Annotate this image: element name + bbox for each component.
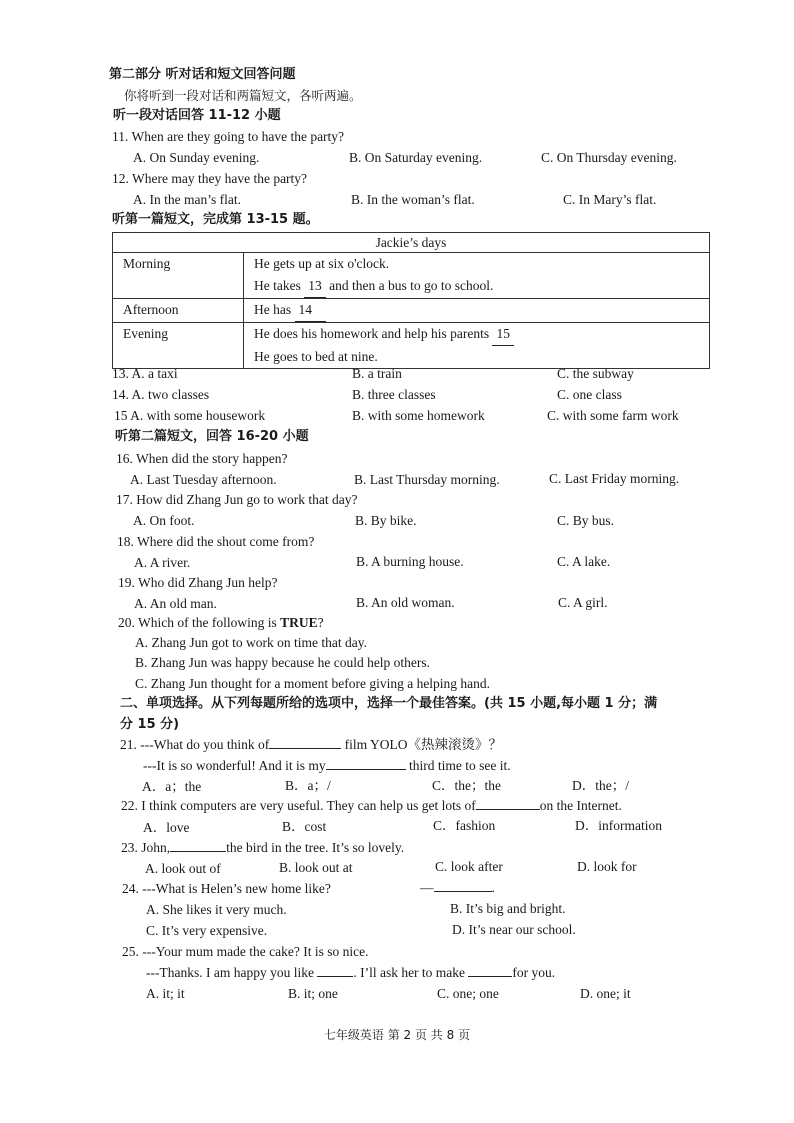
morning-line2-pre: He takes xyxy=(254,278,301,293)
morning-line2-post: and then a bus to go to school. xyxy=(329,278,494,293)
q23-blank[interactable] xyxy=(170,839,226,852)
q22-stem xyxy=(121,797,622,815)
q24-option-c[interactable]: C. It’s very expensive. xyxy=(146,923,268,938)
q18-option-a[interactable]: A. A river. xyxy=(134,555,191,570)
passage2-heading: 听第二篇短文，回答 16-20 小题 xyxy=(115,429,309,444)
q21-option-c[interactable]: C．the；the xyxy=(432,778,501,793)
q25-blank-2[interactable] xyxy=(468,964,512,977)
q18-option-b[interactable]: B. A burning house. xyxy=(356,554,464,569)
q19-option-c[interactable]: C. A girl. xyxy=(558,595,608,610)
q25-blank-1[interactable] xyxy=(317,964,353,977)
blank-13[interactable]: 13 xyxy=(304,275,326,298)
q16-option-c[interactable]: C. Last Friday morning. xyxy=(549,471,680,486)
q21-line2 xyxy=(143,757,511,775)
q23-option-b[interactable]: B. look out at xyxy=(279,860,353,875)
table-title: Jackie’s days xyxy=(113,233,710,253)
q14-option-a[interactable]: 14. A. two classes xyxy=(112,387,210,402)
q13-option-b[interactable]: B. a train xyxy=(352,366,402,381)
row-desc-morning xyxy=(244,253,710,299)
q22-option-d[interactable]: D．information xyxy=(575,818,662,833)
q24-option-a[interactable]: A. She likes it very much. xyxy=(146,902,287,917)
q20-option-a[interactable]: A. Zhang Jun got to work on time that day. xyxy=(135,635,367,650)
q24-answer-line: — . xyxy=(420,880,495,895)
q23-option-d[interactable]: D. look for xyxy=(577,859,637,874)
passage1-heading: 听第一篇短文，完成第 13-15 题。 xyxy=(112,212,319,227)
morning-line1: He gets up at six o'clock. xyxy=(254,256,390,271)
q20-stem xyxy=(118,614,324,632)
q21-stem xyxy=(120,736,502,754)
q24-option-b[interactable]: B. It’s big and bright. xyxy=(450,901,566,916)
table-row xyxy=(113,299,710,323)
blank-15[interactable]: 15 xyxy=(492,323,514,346)
blank-14[interactable]: 14 xyxy=(295,299,327,322)
q19-option-a[interactable]: A. An old man. xyxy=(134,596,217,611)
q24-option-d[interactable]: D. It’s near our school. xyxy=(452,922,576,937)
q17-option-a[interactable]: A. On foot. xyxy=(133,513,195,528)
part2-instruction: 你将听到一段对话和两篇短文，各听两遍。 xyxy=(124,88,362,103)
q16-option-b[interactable]: B. Last Thursday morning. xyxy=(354,472,500,487)
q17-option-b[interactable]: B. By bike. xyxy=(355,513,417,528)
q22-option-c[interactable]: C．fashion xyxy=(433,818,496,833)
q23-option-a[interactable]: A. look out of xyxy=(145,861,221,876)
q20-stem-post: ? xyxy=(317,615,324,630)
q22-blank[interactable] xyxy=(476,797,540,810)
q21-option-a[interactable]: A．a；the xyxy=(142,779,202,794)
q20-option-c[interactable]: C. Zhang Jun thought for a moment before giving a helping hand. xyxy=(135,676,491,691)
q21-option-d[interactable]: D．the；/ xyxy=(572,778,629,793)
q24-dash: — xyxy=(420,880,434,895)
q18-option-c[interactable]: C. A lake. xyxy=(557,554,611,569)
morning-line2 xyxy=(254,275,699,298)
q15-option-c[interactable]: C. with some farm work xyxy=(547,408,679,423)
part2-heading: 第二部分 听对话和短文回答问题 xyxy=(109,67,296,82)
q18-stem: 18. Where did the shout come from? xyxy=(117,534,315,549)
q25-line2-post: for you. xyxy=(512,965,556,980)
table-row xyxy=(113,253,710,299)
row-label-evening: Evening xyxy=(113,323,244,369)
q11-option-a[interactable]: A. On Sunday evening. xyxy=(133,150,260,165)
section2-heading-line2: 分 15 分) xyxy=(120,717,180,732)
q16-option-a[interactable]: A. Last Tuesday afternoon. xyxy=(130,472,277,487)
q25-line2-mid: . I’ll ask her to make xyxy=(353,965,466,980)
q21-line2-pre: ---It is so wonderful! And it is my xyxy=(143,758,326,773)
q25-option-d[interactable]: D. one; it xyxy=(580,986,631,1001)
page-footer: 七年级英语 第 2 页 共 8 页 xyxy=(323,1028,471,1042)
q11-stem: 11. When are they going to have the party? xyxy=(112,129,345,144)
evening-line1-pre: He does his homework and help his parents xyxy=(254,326,490,341)
q11-option-c[interactable]: C. On Thursday evening. xyxy=(541,150,677,165)
q12-option-a[interactable]: A. In the man’s flat. xyxy=(133,192,241,207)
q12-option-c[interactable]: C. In Mary’s flat. xyxy=(563,192,657,207)
q25-stem: 25. ---Your mum made the cake? It is so nice. xyxy=(122,944,369,959)
q21-blank-1[interactable] xyxy=(269,736,341,749)
jackies-days-table xyxy=(112,232,710,369)
q22-stem-pre: 22. I think computers are very useful. They can help us get lots of xyxy=(121,798,476,813)
q14-option-c[interactable]: C. one class xyxy=(557,387,622,402)
q17-stem: 17. How did Zhang Jun go to work that day? xyxy=(116,492,358,507)
q24-blank[interactable] xyxy=(434,879,492,892)
q21-stem-pre: 21. ---What do you think of xyxy=(120,737,270,752)
q22-option-a[interactable]: A．love xyxy=(143,820,190,835)
table-row xyxy=(113,323,710,369)
afternoon-line1-pre: He has xyxy=(254,302,292,317)
q24-stem: 24. ---What is Helen’s new home like? xyxy=(122,881,331,896)
q25-option-b[interactable]: B. it; one xyxy=(288,986,338,1001)
q15-option-a[interactable]: 15 A. with some housework xyxy=(114,408,266,423)
q16-stem: 16. When did the story happen? xyxy=(116,451,288,466)
q23-stem xyxy=(121,839,404,857)
row-label-morning: Morning xyxy=(113,253,244,299)
q23-stem-pre: 23. John, xyxy=(121,840,171,855)
q23-option-c[interactable]: C. look after xyxy=(435,859,503,874)
q13-option-c[interactable]: C. the subway xyxy=(557,366,634,381)
q23-stem-post: the bird in the tree. It’s so lovely. xyxy=(226,840,405,855)
row-desc-afternoon xyxy=(244,299,710,323)
q20-stem-pre: 20. Which of the following is xyxy=(118,615,277,630)
q21-blank-2[interactable] xyxy=(326,757,406,770)
q22-stem-post: on the Internet. xyxy=(539,798,622,813)
row-desc-evening xyxy=(244,323,710,369)
q21-option-b[interactable]: B．a；/ xyxy=(285,778,331,793)
q14-option-b[interactable]: B. three classes xyxy=(352,387,436,402)
dialog-heading: 听一段对话回答 11-12 小题 xyxy=(113,108,281,123)
q22-option-b[interactable]: B．cost xyxy=(282,819,327,834)
evening-line1 xyxy=(254,323,699,346)
q20-option-b[interactable]: B. Zhang Jun was happy because he could help others. xyxy=(135,655,431,670)
q11-option-b[interactable]: B. On Saturday evening. xyxy=(349,150,483,165)
q21-stem-post: film YOLO《热辣滚烫》？ xyxy=(344,737,502,752)
q19-stem: 19. Who did Zhang Jun help? xyxy=(118,575,278,590)
q25-line2-pre: ---Thanks. I am happy you like xyxy=(146,965,314,980)
q21-line2-post: third time to see it. xyxy=(408,758,511,773)
q12-option-b[interactable]: B. In the woman’s flat. xyxy=(351,192,475,207)
q25-option-c[interactable]: C. one; one xyxy=(437,986,499,1001)
q13-option-a[interactable]: 13. A. a taxi xyxy=(112,366,178,381)
q17-option-c[interactable]: C. By bus. xyxy=(557,513,615,528)
row-label-afternoon: Afternoon xyxy=(113,299,244,323)
q15-option-b[interactable]: B. with some homework xyxy=(352,408,485,423)
evening-line2: He goes to bed at nine. xyxy=(254,349,378,364)
q25-option-a[interactable]: A. it; it xyxy=(146,986,185,1001)
q12-stem: 12. Where may they have the party? xyxy=(112,171,308,186)
q19-option-b[interactable]: B. An old woman. xyxy=(356,595,455,610)
q20-stem-bold: TRUE xyxy=(280,615,318,630)
section2-heading-line1: 二、单项选择。从下列每题所给的选项中，选择一个最佳答案。(共 15 小题,每小题 1 分；满 xyxy=(120,696,658,711)
q25-line2 xyxy=(146,964,555,982)
